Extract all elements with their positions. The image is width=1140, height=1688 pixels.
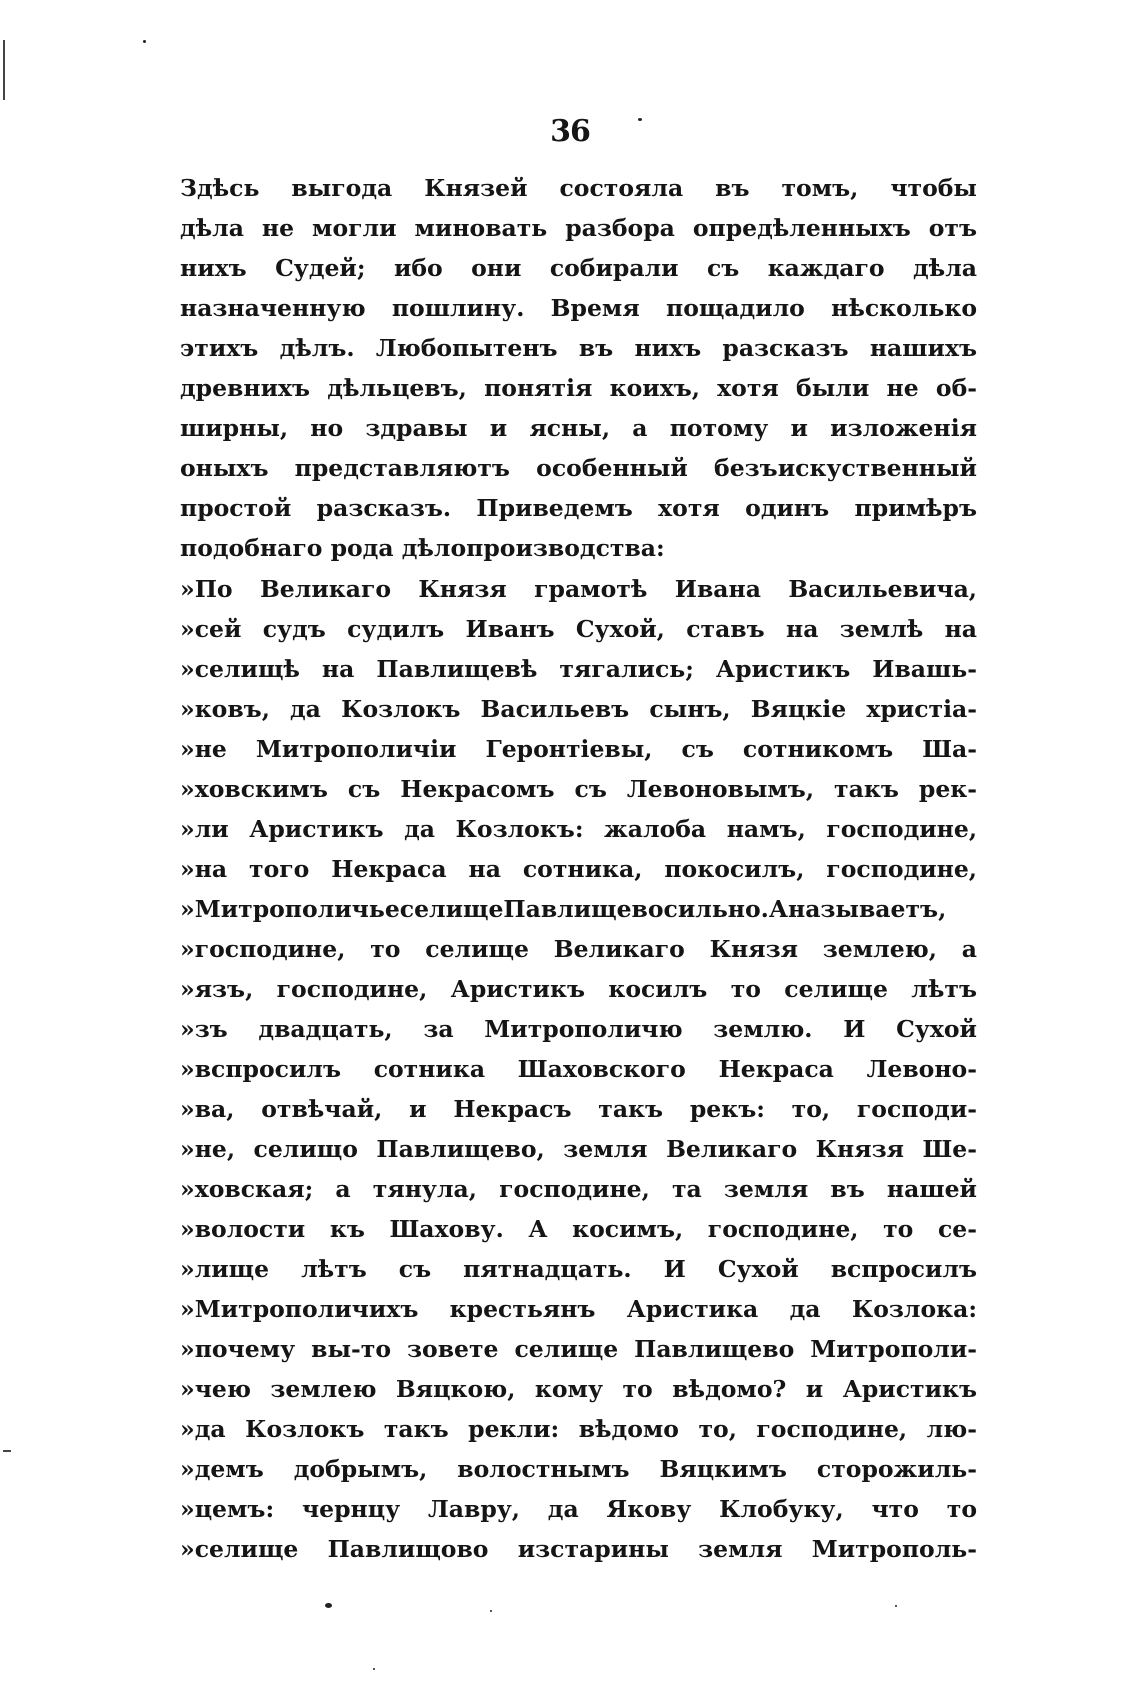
text-line: »сей судъ судилъ Иванъ Сухой, ставъ на землѣ на	[180, 615, 977, 643]
text-line: оныхъ представляютъ особенный безъискуственный	[180, 454, 977, 482]
text-line: »ва, отвѣчай, и Некрасъ такъ рекъ: то, господи-	[180, 1095, 977, 1123]
text-line: Здѣсь выгода Князей состояла въ томъ, чтобы	[180, 174, 977, 202]
text-line: нихъ Судей; ибо они собирали съ каждаго дѣла	[180, 254, 977, 282]
text-line: »ли Аристикъ да Козлокъ: жалоба намъ, господине,	[180, 815, 977, 843]
text-line: »на того Некраса на сотника, покосилъ, господине,	[180, 855, 977, 883]
text-line: »лище лѣтъ съ пятнадцать. И Сухой вспросилъ	[180, 1255, 977, 1283]
paragraph-charter-quote	[180, 569, 977, 1569]
text-line: »язъ, господине, Аристикъ косилъ то селище лѣтъ	[180, 975, 977, 1003]
text-line: »ховская; а тянула, господине, та земля въ нашей	[180, 1175, 977, 1203]
paragraph-intro	[180, 168, 977, 568]
text-line: »волости къ Шахову. А косимъ, господине, то се-	[180, 1215, 977, 1243]
scan-edge-mark	[3, 40, 5, 100]
text-line: простой разсказъ. Приведемъ хотя одинъ примѣръ	[180, 494, 977, 522]
scan-speck	[143, 40, 146, 43]
scan-speck	[895, 1605, 897, 1607]
text-line: »МитрополичьеселищеПавлищевосильно.Аназываетъ,	[180, 895, 947, 923]
text-line: »не, селищо Павлищево, земля Великаго Князя Ше-	[180, 1135, 977, 1163]
scan-speck	[373, 1668, 375, 1670]
text-line: »цемъ: чернцу Лавру, да Якову Клобуку, что то	[180, 1495, 977, 1523]
text-line: »ховскимъ съ Некрасомъ съ Левоновымъ, такъ рек-	[180, 775, 977, 803]
text-line: »не Митрополичіи Геронтіевы, съ сотникомъ Ша-	[180, 735, 977, 763]
text-line: »ковъ, да Козлокъ Васильевъ сынъ, Вяцкіе христіа-	[180, 695, 977, 723]
text-line: »демъ добрымъ, волостнымъ Вяцкимъ сторожиль-	[180, 1455, 977, 1483]
text-line: »да Козлокъ такъ рекли: вѣдомо то, господине, лю-	[180, 1415, 977, 1443]
text-line: этихъ дѣлъ. Любопытенъ въ нихъ разсказъ нашихъ	[180, 334, 977, 362]
text-line: »вспросилъ сотника Шаховского Некраса Левоно-	[180, 1055, 977, 1083]
text-line: »господине, то селище Великаго Князя землею, а	[180, 935, 977, 963]
text-line: »селищѣ на Павлищевѣ тягались; Аристикъ Ивашь-	[180, 655, 977, 683]
text-line: назначенную пошлину. Время пощадило нѣсколько	[180, 294, 977, 322]
text-line: »Митрополичихъ крестьянъ Аристика да Козлока:	[180, 1295, 977, 1323]
scan-edge-mark	[3, 1450, 11, 1452]
text-line: дѣла не могли миновать разбора опредѣленныхъ отъ	[180, 214, 977, 242]
text-line: »зъ двадцать, за Митрополичю землю. И Сухой	[180, 1015, 977, 1043]
text-line: »селище Павлищово изстарины земля Митрополь-	[180, 1535, 977, 1563]
text-line: подобнаго рода дѣлопроизводства:	[180, 534, 665, 562]
scan-speck	[638, 118, 642, 121]
page-number: 36	[550, 114, 590, 149]
scan-speck	[490, 1610, 492, 1612]
text-line: ширны, но здравы и ясны, а потому и изложенія	[180, 414, 977, 442]
text-line: »почему вы-то зовете селище Павлищево Митрополи-	[180, 1335, 977, 1363]
text-line: »чею землею Вяцкою, кому то вѣдомо? и Аристикъ	[180, 1375, 977, 1403]
text-line: »По Великаго Князя грамотѣ Ивана Васильевича,	[180, 575, 977, 603]
scan-speck	[325, 1603, 332, 1608]
text-line: древнихъ дѣльцевъ, понятія коихъ, хотя были не об-	[180, 374, 977, 402]
